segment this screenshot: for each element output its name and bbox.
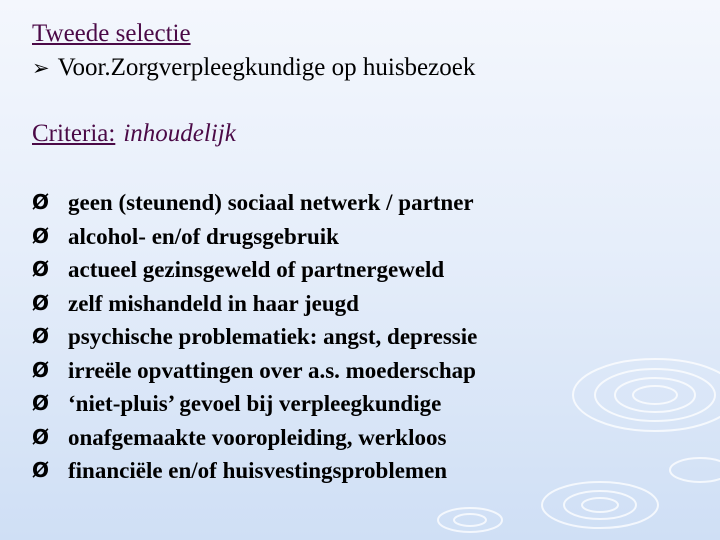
criteria-line xyxy=(32,118,236,150)
list-item-text: zelf mishandeld in haar jeugd xyxy=(68,290,359,316)
list-item xyxy=(32,421,477,455)
list-item-text: actueel gezinsgeweld of partnergeweld xyxy=(68,257,445,282)
list-item xyxy=(32,186,477,220)
bullet-icon: Ø xyxy=(32,223,50,248)
list-item-text: irreële opvattingen over a.s. moederschap xyxy=(68,357,476,383)
bullet-icon: Ø xyxy=(32,190,50,214)
subtitle-line xyxy=(32,52,475,84)
list-item-text: geen (steunend) sociaal netwerk / partner xyxy=(68,190,474,215)
list-item xyxy=(32,220,477,254)
criteria-label: Criteria: xyxy=(32,120,116,147)
subtitle-text: Voor.Zorgverpleegkundige op huisbezoek xyxy=(57,54,476,81)
bullet-icon: Ø xyxy=(32,391,50,415)
bullet-icon: Ø xyxy=(32,257,50,281)
list-item-text: psychische problematiek: angst, depressie xyxy=(68,324,478,349)
slide-title: Tweede selectie xyxy=(32,20,191,47)
criteria-value: inhoudelijk xyxy=(123,120,236,147)
list-item xyxy=(32,354,477,388)
list-item xyxy=(32,387,477,421)
list-item-text: alcohol- en/of drugsgebruik xyxy=(68,223,339,249)
list-item-text: onafgemaakte vooropleiding, werkloos xyxy=(68,424,447,450)
list-item xyxy=(32,454,477,488)
bullet-icon: Ø xyxy=(32,357,50,382)
bullet-icon: Ø xyxy=(32,290,50,315)
list-item-text: ‘niet-pluis’ gevoel bij verpleegkundige xyxy=(68,391,442,416)
bullet-icon: Ø xyxy=(32,424,50,449)
list-item xyxy=(32,320,477,354)
list-item-text: financiële en/of huisvestingsproblemen xyxy=(68,458,448,483)
list-item xyxy=(32,253,477,287)
criteria-list xyxy=(32,186,477,488)
bullet-icon: Ø xyxy=(32,324,50,348)
arrow-right-icon: ➢ xyxy=(32,56,50,80)
list-item xyxy=(32,287,477,321)
bullet-icon: Ø xyxy=(32,458,50,482)
